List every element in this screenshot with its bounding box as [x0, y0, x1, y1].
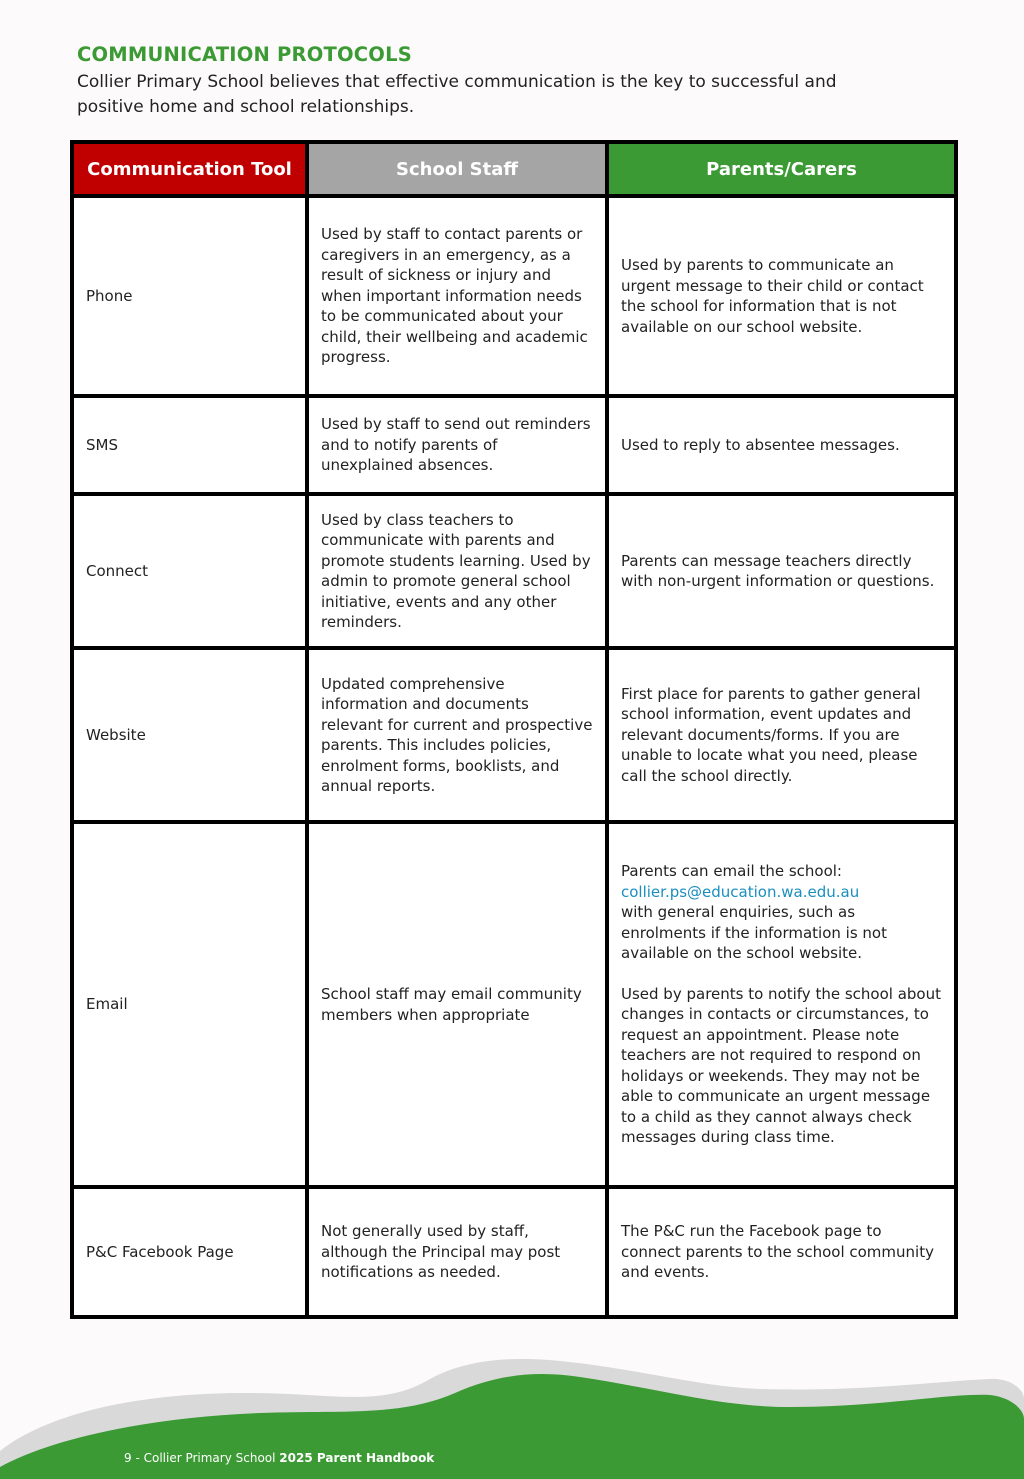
paragraph-gap — [621, 964, 942, 984]
header-communication-tool: Communication Tool — [72, 142, 307, 196]
table-row — [72, 494, 956, 648]
staff-cell: Used by class teachers to communicate with parents and promote students learning. Used by admin to promote general school initiative, events and any other reminders. — [307, 494, 607, 648]
table-row — [72, 196, 956, 396]
tool-cell: Email — [72, 822, 307, 1187]
parents-cell: Parents can message teachers directly with non-urgent information or questions. — [607, 494, 956, 648]
page-heading: COMMUNICATION PROTOCOLS — [77, 43, 412, 66]
footer-page-label: 9 - Collier Primary School 2025 Parent Handbook — [124, 1451, 435, 1465]
parents-cell: Used to reply to absentee messages. — [607, 396, 956, 494]
staff-cell: Updated comprehensive information and documents relevant for current and prospective parents. This includes policies, enrolment forms, booklists, and annual reports. — [307, 648, 607, 822]
table-row — [72, 822, 956, 1187]
table-header-row — [72, 142, 956, 196]
school-email-link[interactable]: collier.ps@education.wa.edu.au — [621, 882, 860, 901]
header-parents-carers: Parents/Carers — [607, 142, 956, 196]
tool-cell: Connect — [72, 494, 307, 648]
staff-cell: Used by staff to send out reminders and to notify parents of unexplained absences. — [307, 396, 607, 494]
tool-cell: SMS — [72, 396, 307, 494]
parents-cell: Used by parents to communicate an urgent message to their child or contact the school for information that is not available on our school website. — [607, 196, 956, 396]
email-second-paragraph: Used by parents to notify the school about changes in contacts or circumstances, to request an appointment. Please note teachers are not required to respond on holidays or weekends. They may not be able to communicate an urgent message to a child as they cannot always check messages during class time. — [621, 984, 941, 1147]
staff-cell: Not generally used by staff, although the Principal may post notifications as needed. — [307, 1187, 607, 1317]
intro-paragraph: Collier Primary School believes that effective communication is the key to successful and positive home and school relationships. — [77, 72, 837, 117]
tool-cell: Phone — [72, 196, 307, 396]
parents-cell: The P&C run the Facebook page to connect parents to the school community and events. — [607, 1187, 956, 1317]
table-row — [72, 396, 956, 494]
table-row — [72, 1187, 956, 1317]
tool-cell: Website — [72, 648, 307, 822]
email-after-text: with general enquiries, such as enrolments if the information is not available on the school website. — [621, 903, 887, 963]
staff-cell: School staff may email community members when appropriate — [307, 822, 607, 1187]
parents-cell: First place for parents to gather general school information, event updates and relevant documents/forms. If you are unable to locate what you need, please call the school directly. — [607, 648, 956, 822]
table-row — [72, 648, 956, 822]
tool-cell: P&C Facebook Page — [72, 1187, 307, 1317]
staff-cell: Used by staff to contact parents or caregivers in an emergency, as a result of sickness or injury and when important information needs to be communicated about your child, their wellbeing and academic progress. — [307, 196, 607, 396]
header-school-staff: School Staff — [307, 142, 607, 196]
communication-protocols-table — [70, 140, 958, 1319]
email-intro-text: Parents can email the school: — [621, 862, 842, 881]
parents-cell — [607, 822, 956, 1187]
